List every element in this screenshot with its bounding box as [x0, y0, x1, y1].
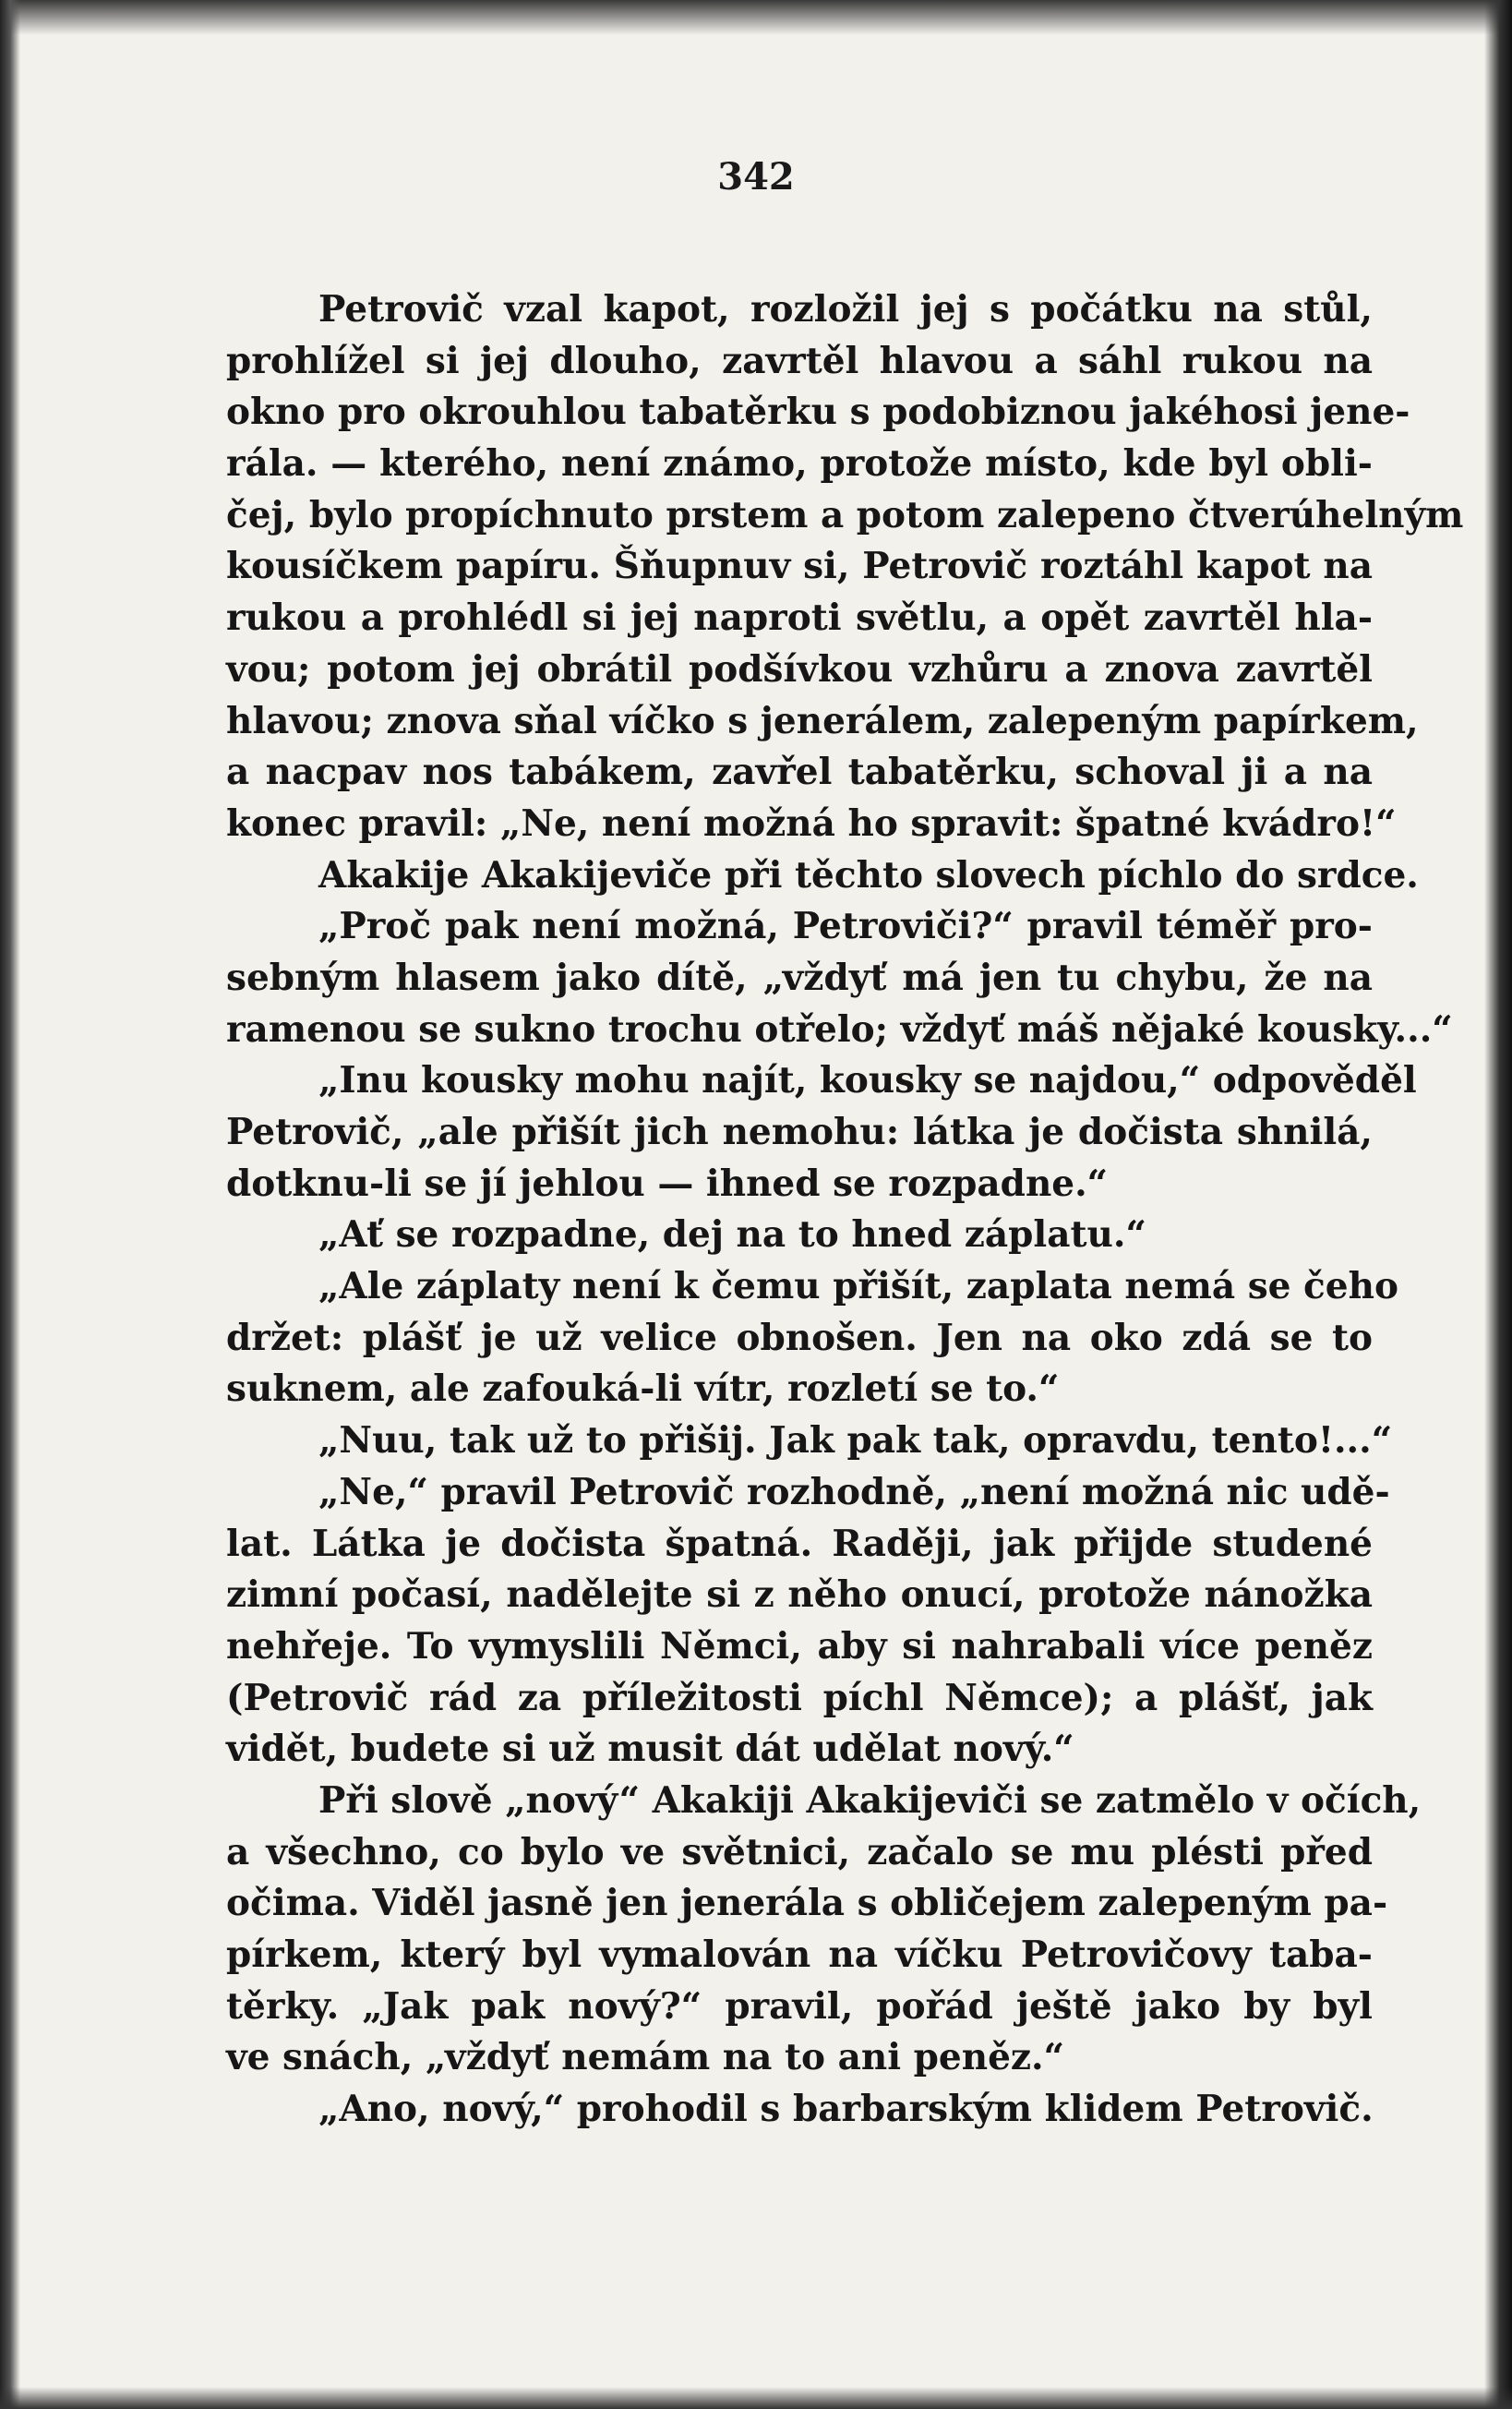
text-line: „Ale záplaty není k čemu přišít, zaplata nemá se čeho — [318, 1265, 1398, 1308]
text-line: ramenou se sukno trochu otřelo; vždyť máš nějaké kousky...“ — [226, 1007, 1453, 1051]
text-line: Petrovič, „ale přišít jich nemohu: látka je dočista shnilá, — [226, 1111, 1373, 1153]
page-number: 342 — [717, 155, 795, 199]
scan-edge-bottom — [0, 2387, 1512, 2409]
text-line: ve snách, „vždyť nemám na to ani peněz.“ — [226, 2036, 1065, 2079]
text-line: sebným hlasem jako dítě, „vždyť má jen tu chybu, že na — [226, 956, 1373, 999]
paragraph — [226, 1415, 1393, 1467]
paragraph — [226, 1055, 1417, 1210]
text-line: „Inu kousky mohu najít, kousky se najdou,“ odpověděl — [318, 1059, 1417, 1102]
text-line: vou; potom jej obrátil podšívkou vzhůru a znova zavrtěl — [226, 647, 1373, 691]
text-line: „Nuu, tak už to přišij. Jak pak tak, opravdu, tento!...“ — [318, 1419, 1393, 1463]
text-line: čej, bylo propíchnuto prstem a potom zalepeno čtverúhelným — [226, 493, 1464, 536]
text-line: a všechno, co bylo ve světnici, začalo se mu plésti před — [226, 1830, 1373, 1873]
text-line: nehřeje. To vymyslili Němci, aby si nahrabali více peněz — [226, 1624, 1373, 1668]
text-line: a nacpav nos tabákem, zavřel tabatěrku, schoval ji a na — [226, 751, 1373, 794]
text-line: lat. Látka je dočista špatná. Raději, jak přijde studené — [226, 1522, 1373, 1565]
paragraph — [226, 901, 1453, 1055]
text-line: pírkem, který byl vymalován na víčku Petrovičovy taba- — [226, 1933, 1373, 1976]
text-line: Petrovič vzal kapot, rozložil jej s počátku na stůl, — [318, 288, 1373, 331]
text-line: Akakije Akakijeviče při těchto slovech píchlo do srdce. — [318, 853, 1419, 897]
text-line: vidět, budete si už musit dát udělat nový.“ — [226, 1728, 1074, 1771]
text-line: „Ať se rozpadne, dej na to hned záplatu.“ — [318, 1213, 1146, 1257]
scan-edge-top — [0, 0, 1512, 35]
text-line: „Ano, nový,“ prohodil s barbarským klidem Petrovič. — [318, 2088, 1374, 2131]
text-line: Při slově „nový“ Akakiji Akakijeviči se zatmělo v očích, — [318, 1778, 1422, 1822]
text-line: rukou a prohlédl si jej naproti světlu, a opět zavrtěl hla- — [226, 596, 1373, 640]
scan-edge-right — [1484, 0, 1512, 2409]
text-line: okno pro okrouhlou tabatěrku s podobiznou jakéhosi jene- — [226, 391, 1410, 434]
paragraph — [226, 1261, 1398, 1415]
text-line: „Proč pak není možná, Petroviči?“ pravil téměř pro- — [318, 905, 1373, 948]
paragraph — [226, 850, 1419, 902]
text-line: (Petrovič rád za příležitosti píchl Němce); a plášť, jak — [226, 1676, 1373, 1719]
scan-edge-left — [0, 0, 20, 2409]
paragraph — [226, 1210, 1373, 1261]
text-line: očima. Viděl jasně jen jenerála s obličejem zalepeným pa- — [226, 1882, 1388, 1925]
text-line: „Ne,“ pravil Petrovič rozhodně, „není možná nic udě- — [318, 1470, 1390, 1513]
text-line: těrky. „Jak pak nový?“ pravil, pořád ještě jako by byl — [226, 1984, 1373, 2028]
paragraph — [226, 1776, 1422, 2084]
text-line: suknem, ale zafouká-li vítr, rozletí se to.“ — [226, 1367, 1060, 1411]
text-line: dotknu-li se jí jehlou — ihned se rozpadne.“ — [226, 1162, 1109, 1205]
paragraph — [226, 2084, 1373, 2136]
body-text — [226, 284, 1464, 2136]
text-line: zimní počasí, nadělejte si z něho onucí, protože nánožka — [226, 1573, 1373, 1617]
text-line: rála. — kterého, není známo, protože místo, kde byl obli- — [226, 442, 1373, 486]
text-line: hlavou; znova sňal víčko s jenerálem, zalepeným papírkem, — [226, 699, 1419, 742]
text-line: držet: plášť je už velice obnošen. Jen na oko zdá se to — [226, 1316, 1373, 1359]
text-line: konec pravil: „Ne, není možná ho spravit: špatné kvádro!“ — [226, 801, 1397, 845]
text-line: prohlížel si jej dlouho, zavrtěl hlavou a sáhl rukou na — [226, 339, 1373, 382]
text-line: kousíčkem papíru. Šňupnuv si, Petrovič roztáhl kapot na — [226, 545, 1373, 588]
paragraph — [226, 284, 1464, 850]
paragraph — [226, 1467, 1390, 1776]
